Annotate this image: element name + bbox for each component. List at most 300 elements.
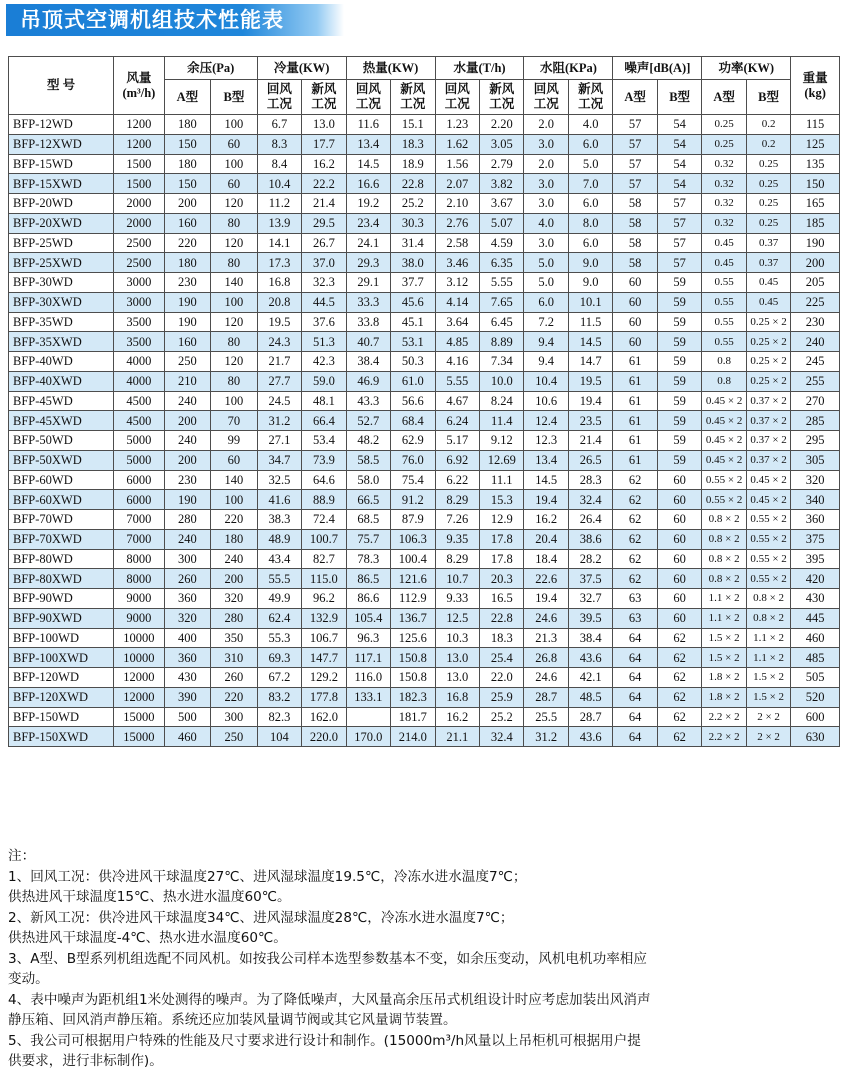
table-cell: 1200 [114,115,165,135]
table-row [9,352,840,372]
table-cell: 225 [791,292,840,312]
table-cell: 1.1 × 2 [746,628,790,648]
table-cell: 14.7 [568,352,612,372]
table-cell: 16.2 [302,154,346,174]
table-cell: 32.7 [568,589,612,609]
table-cell: 67.2 [257,668,301,688]
table-cell: 59 [657,431,701,451]
table-row [9,569,840,589]
table-cell: 9.35 [435,529,479,549]
table-cell: 0.55 × 2 [746,569,790,589]
table-cell: 230 [791,312,840,332]
table-cell: 0.37 × 2 [746,450,790,470]
table-cell: 133.1 [346,687,390,707]
table-cell: 430 [164,668,211,688]
table-cell: 6.0 [568,233,612,253]
table-row [9,154,840,174]
table-cell: 420 [791,569,840,589]
table-cell: 60 [613,292,657,312]
table-cell: 120 [211,233,258,253]
table-cell: 3.12 [435,273,479,293]
table-cell: 1.56 [435,154,479,174]
table-cell: 5000 [114,450,165,470]
table-cell: 25.2 [391,194,435,214]
table-cell: 51.3 [302,332,346,352]
table-cell: 62 [613,569,657,589]
table-cell: 80 [211,213,258,233]
table-cell: 13.0 [302,115,346,135]
table-cell: 61 [613,391,657,411]
table-row [9,628,840,648]
table-cell: 4500 [114,411,165,431]
model-cell: BFP-25WD [9,233,114,253]
table-cell: 150 [164,174,211,194]
table-cell: 136.7 [391,608,435,628]
note-line: 4、表中噪声为距机组1米处测得的噪声。为了降低噪声，大风量高余压吊式机组设计时应考虑加装出风消声 [8,991,651,1008]
table-cell: 170.0 [346,727,390,747]
table-cell: 75.4 [391,470,435,490]
model-cell: BFP-12XWD [9,134,114,154]
table-cell: 60 [657,589,701,609]
table-cell: 4.16 [435,352,479,372]
table-cell: 62 [657,668,701,688]
table-cell: 37.0 [302,253,346,273]
table-cell: 129.2 [302,668,346,688]
table-cell: 6000 [114,490,165,510]
model-cell: BFP-30WD [9,273,114,293]
table-cell: 37.7 [391,273,435,293]
table-cell: 62 [613,549,657,569]
table-cell: 54 [657,174,701,194]
table-cell: 18.3 [391,134,435,154]
table-cell: 150 [791,174,840,194]
noise-header: 噪声[dB(A)] [613,57,702,80]
table-cell: 106.3 [391,529,435,549]
table-cell: 190 [164,312,211,332]
table-cell: 18.4 [524,549,568,569]
table-cell: 68.4 [391,411,435,431]
table-cell: 62.4 [257,608,301,628]
table-cell: 100 [211,154,258,174]
table-cell: 6.24 [435,411,479,431]
table-cell: 1.5 × 2 [702,628,746,648]
model-cell: BFP-120XWD [9,687,114,707]
table-cell: 57 [613,174,657,194]
table-cell: 64 [613,668,657,688]
note-line: 3、A型、B型系列机组选配不同风机。如按我公司样本选型参数基本不变，如余压变动，风机电机功率相应 [8,950,647,967]
table-cell: 2000 [114,213,165,233]
table-cell: 54 [657,154,701,174]
table-cell: 4.14 [435,292,479,312]
table-cell: 0.55 [702,273,746,293]
table-row [9,194,840,214]
table-cell: 9000 [114,608,165,628]
table-cell: 10.1 [568,292,612,312]
table-cell: 11.6 [346,115,390,135]
table-cell: 115.0 [302,569,346,589]
table-cell: 200 [211,569,258,589]
table-cell: 3.67 [480,194,524,214]
model-cell: BFP-60WD [9,470,114,490]
table-cell: 0.37 × 2 [746,411,790,431]
table-cell: 32.4 [568,490,612,510]
table-cell: 42.1 [568,668,612,688]
table-cell: 5.0 [524,253,568,273]
model-cell: BFP-100XWD [9,648,114,668]
table-cell: 15000 [114,727,165,747]
table-cell: 59 [657,391,701,411]
table-cell: 0.37 × 2 [746,431,790,451]
table-cell: 22.0 [480,668,524,688]
table-cell: 3.0 [524,174,568,194]
table-cell: 250 [164,352,211,372]
table-row [9,727,840,747]
page-title: 吊顶式空调机组技术性能表 [6,4,344,36]
table-cell: 20.3 [480,569,524,589]
table-cell: 120 [211,312,258,332]
table-cell: 87.9 [391,510,435,530]
table-row [9,707,840,727]
table-row [9,510,840,530]
table-cell: 80 [211,332,258,352]
table-cell: 6.35 [480,253,524,273]
weight-header [791,57,840,115]
table-cell: 59 [657,371,701,391]
table-cell: 62 [613,529,657,549]
table-cell: 160 [164,332,211,352]
table-cell: 214.0 [391,727,435,747]
table-cell: 12.69 [480,450,524,470]
table-cell: 19.4 [524,589,568,609]
table-cell: 80 [211,371,258,391]
cooling-return-header [257,80,301,115]
heating-fresh-header [391,80,435,115]
table-cell: 0.55 × 2 [746,529,790,549]
table-cell: 295 [791,431,840,451]
model-cell: BFP-90XWD [9,608,114,628]
table-cell: 2.76 [435,213,479,233]
table-cell: 31.2 [524,727,568,747]
table-cell: 16.2 [435,707,479,727]
table-cell: 320 [164,608,211,628]
spec-table [8,56,840,747]
table-cell: 41.6 [257,490,301,510]
table-cell: 56.6 [391,391,435,411]
table-cell: 60 [211,174,258,194]
table-cell: 0.8 × 2 [702,529,746,549]
table-row [9,431,840,451]
cooling-fresh-header [302,80,346,115]
table-row [9,273,840,293]
table-cell: 16.8 [257,273,301,293]
table-cell: 100 [211,490,258,510]
table-cell: 7.0 [568,174,612,194]
heating-return-header [346,80,390,115]
power-b-header: B型 [746,80,790,115]
table-row [9,687,840,707]
table-cell: 19.4 [524,490,568,510]
table-cell: 181.7 [391,707,435,727]
table-cell: 100 [211,292,258,312]
model-cell: BFP-90WD [9,589,114,609]
table-cell: 1.23 [435,115,479,135]
table-cell: 60 [211,134,258,154]
table-cell: 210 [164,371,211,391]
table-cell: 10.6 [524,391,568,411]
table-cell: 12000 [114,668,165,688]
table-cell: 160 [164,213,211,233]
table-cell: 21.4 [302,194,346,214]
table-row [9,668,840,688]
table-cell: 0.45 [702,253,746,273]
table-cell: 62 [613,470,657,490]
table-cell: 12.4 [524,411,568,431]
airflow-label: 风量 [126,70,152,85]
table-cell: 220.0 [302,727,346,747]
table-row [9,549,840,569]
table-cell: 78.3 [346,549,390,569]
table-cell: 150.8 [391,648,435,668]
model-cell: BFP-80WD [9,549,114,569]
table-row [9,490,840,510]
table-cell: 64 [613,648,657,668]
table-cell: 395 [791,549,840,569]
table-cell: 305 [791,450,840,470]
table-cell: 125.6 [391,628,435,648]
table-cell: 4.85 [435,332,479,352]
cooling-fresh-label: 新风 工况 [311,82,337,111]
table-cell: 58 [613,213,657,233]
table-cell: 2 × 2 [746,727,790,747]
table-cell: 245 [791,352,840,372]
table-cell: 16.2 [524,510,568,530]
model-cell: BFP-45XWD [9,411,114,431]
table-cell: 13.4 [346,134,390,154]
table-cell: 11.4 [480,411,524,431]
table-cell: 1.8 × 2 [702,668,746,688]
table-cell: 53.1 [391,332,435,352]
table-cell: 86.6 [346,589,390,609]
power-header: 功率(KW) [702,57,791,80]
table-cell: 62 [657,727,701,747]
table-cell: 390 [164,687,211,707]
table-cell: 600 [791,707,840,727]
table-cell: 58.0 [346,470,390,490]
table-cell: 15.3 [480,490,524,510]
table-cell: 430 [791,589,840,609]
table-cell: 1500 [114,154,165,174]
table-cell: 31.2 [257,411,301,431]
table-cell: 61 [613,352,657,372]
table-cell: 7.2 [524,312,568,332]
table-cell: 11.2 [257,194,301,214]
table-cell: 37.5 [568,569,612,589]
table-cell: 5.0 [524,273,568,293]
table-cell: 23.4 [346,213,390,233]
table-cell: 60 [657,608,701,628]
table-cell: 0.8 [702,352,746,372]
table-cell: 33.3 [346,292,390,312]
table-cell: 25.4 [480,648,524,668]
table-cell: 3000 [114,292,165,312]
table-cell: 10000 [114,648,165,668]
table-cell: 0.8 × 2 [702,549,746,569]
table-cell: 7000 [114,529,165,549]
table-cell: 185 [791,213,840,233]
table-cell: 2.10 [435,194,479,214]
table-cell: 61 [613,371,657,391]
airflow-header [114,57,165,115]
table-cell: 147.7 [302,648,346,668]
cooling-header: 冷量(KW) [257,57,346,80]
table-cell [346,707,390,727]
table-cell: 55.5 [257,569,301,589]
table-cell: 38.4 [346,352,390,372]
table-cell: 48.5 [568,687,612,707]
table-cell: 60 [613,332,657,352]
table-cell: 6.7 [257,115,301,135]
table-cell: 50.3 [391,352,435,372]
table-cell: 13.9 [257,213,301,233]
table-cell: 5000 [114,431,165,451]
table-cell: 60 [657,490,701,510]
model-cell: BFP-15XWD [9,174,114,194]
table-cell: 60 [657,569,701,589]
table-cell: 49.9 [257,589,301,609]
table-cell: 270 [791,391,840,411]
table-cell: 29.1 [346,273,390,293]
table-cell: 350 [211,628,258,648]
table-cell: 2.0 [524,154,568,174]
table-row [9,450,840,470]
table-cell: 88.9 [302,490,346,510]
table-cell: 57 [613,115,657,135]
table-cell: 15.1 [391,115,435,135]
table-cell: 630 [791,727,840,747]
table-cell: 96.2 [302,589,346,609]
table-cell: 83.2 [257,687,301,707]
table-cell: 140 [211,470,258,490]
table-cell: 32.4 [480,727,524,747]
table-cell: 14.5 [524,470,568,490]
table-cell: 3.0 [524,194,568,214]
table-row [9,371,840,391]
table-cell: 7.34 [480,352,524,372]
table-row [9,470,840,490]
table-cell: 61.0 [391,371,435,391]
table-cell: 285 [791,411,840,431]
table-cell: 180 [211,529,258,549]
table-cell: 8.4 [257,154,301,174]
table-cell: 0.55 [702,332,746,352]
model-cell: BFP-45WD [9,391,114,411]
table-cell: 0.45 [702,233,746,253]
table-cell: 52.7 [346,411,390,431]
power-a-header: A型 [702,80,746,115]
table-cell: 0.25 [702,134,746,154]
table-cell: 0.8 × 2 [702,510,746,530]
table-cell: 280 [164,510,211,530]
table-cell: 0.45 × 2 [702,391,746,411]
table-cell: 255 [791,371,840,391]
table-cell: 33.8 [346,312,390,332]
table-cell: 64.6 [302,470,346,490]
note-line: 供热进风干球温度-4℃、热水进水温度60℃。 [8,930,287,946]
table-cell: 300 [211,707,258,727]
table-cell: 8.29 [435,490,479,510]
weight-unit: (kg) [804,85,826,100]
table-cell: 60 [657,510,701,530]
table-cell: 460 [791,628,840,648]
table-cell: 9.4 [524,332,568,352]
table-cell: 177.8 [302,687,346,707]
table-cell: 82.3 [257,707,301,727]
table-cell: 20.4 [524,529,568,549]
table-cell: 8.89 [480,332,524,352]
model-cell: BFP-50WD [9,431,114,451]
table-cell: 61 [613,411,657,431]
table-cell: 0.45 × 2 [746,470,790,490]
water-return-label: 回风 工况 [444,82,470,111]
table-cell: 34.7 [257,450,301,470]
water-fresh-header [480,80,524,115]
table-cell: 3.64 [435,312,479,332]
table-cell: 18.9 [391,154,435,174]
table-cell: 5.55 [435,371,479,391]
table-cell: 48.9 [257,529,301,549]
table-cell: 30.3 [391,213,435,233]
table-cell: 200 [164,411,211,431]
table-cell: 16.8 [435,687,479,707]
table-cell: 106.7 [302,628,346,648]
table-cell: 64 [613,628,657,648]
table-cell: 10.4 [257,174,301,194]
table-cell: 0.2 [746,115,790,135]
table-cell: 6.0 [568,134,612,154]
table-cell: 58 [613,233,657,253]
table-cell: 8.0 [568,213,612,233]
pressure-b-header: B型 [211,80,258,115]
water-fresh-label: 新风 工况 [489,82,515,111]
table-cell: 60 [657,470,701,490]
table-cell: 0.8 [702,371,746,391]
table-cell: 1.1 × 2 [746,648,790,668]
note-line: 静压箱、回风消声静压箱。系统还应加装风量调节阀或其它风量调节装置。 [8,1012,457,1028]
table-cell: 10.4 [524,371,568,391]
table-cell: 0.45 × 2 [746,490,790,510]
table-cell: 28.7 [524,687,568,707]
model-cell: BFP-70WD [9,510,114,530]
table-cell: 460 [164,727,211,747]
table-row [9,174,840,194]
noise-a-header: A型 [613,80,657,115]
table-cell: 165 [791,194,840,214]
table-cell: 44.5 [302,292,346,312]
table-cell: 2.2 × 2 [702,727,746,747]
table-row [9,391,840,411]
table-cell: 10000 [114,628,165,648]
table-cell: 0.25 [746,174,790,194]
model-header: 型 号 [9,57,114,115]
table-cell: 62.9 [391,431,435,451]
table-cell: 43.4 [257,549,301,569]
table-cell: 190 [791,233,840,253]
table-cell: 1.62 [435,134,479,154]
table-cell: 182.3 [391,687,435,707]
table-cell: 62 [613,490,657,510]
table-cell: 59 [657,292,701,312]
table-cell: 10.0 [480,371,524,391]
